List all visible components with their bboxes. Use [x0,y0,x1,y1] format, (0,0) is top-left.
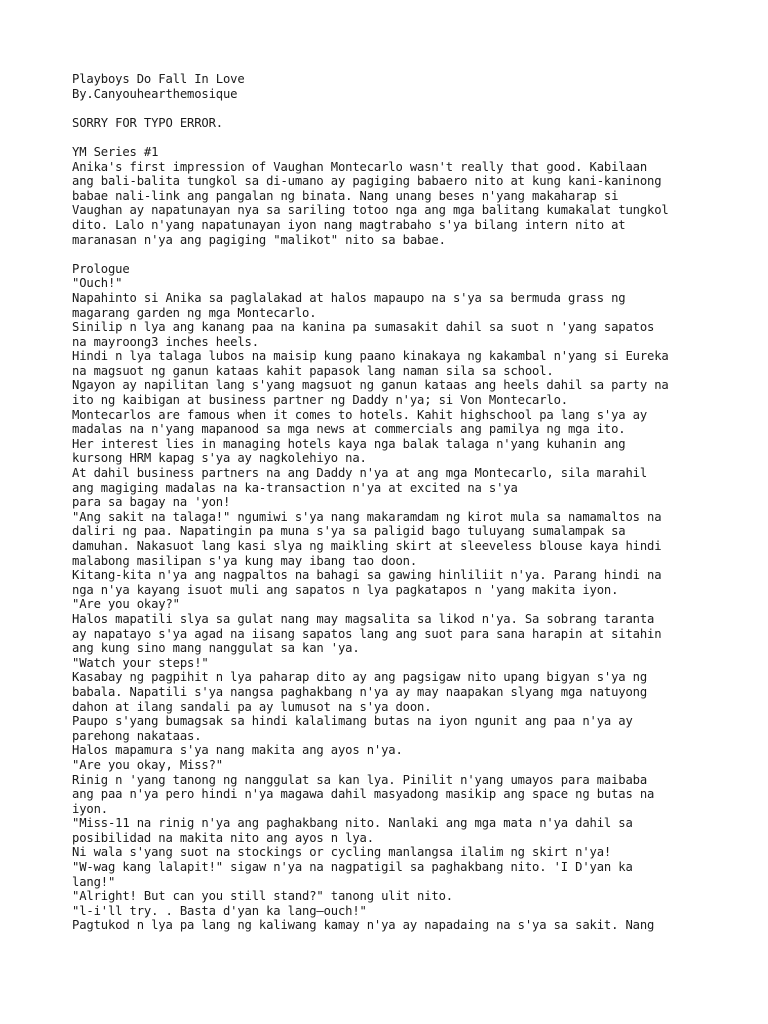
body-line: dahon at ilang sandali pa ay lumusot na s'ya doon. [72,699,432,714]
body-line: At dahil business partners na ang Daddy n'ya at ang mga Montecarlo, sila marahil [72,466,647,481]
document-page [72,72,762,933]
body-line: Ni wala s'yang suot na stockings or cycling manlangsa ilalim ng skirt n'ya! [72,845,612,860]
body-line: parehong nakataas. [72,728,202,743]
body-line: "Watch your steps!" [72,655,209,670]
body-line: "Miss-11 na rinig n'ya ang paghakbang nito. Nanlaki ang mga mata n'ya dahil sa [72,816,633,831]
body-line: na magsuot ng ganun kataas kahit papasok lang naman sila sa school. [72,363,554,378]
body-line: posibilidad na makita nito ang ayos n lya. [72,830,374,845]
body-line: Sinilip n lya ang kanang paa na kanina pa sumasakit dahil sa suot n 'yang sapatos [72,320,655,335]
body-line: kursong HRM kapag s'ya ay nagkolehiyo na. [72,451,367,466]
body-line: "Alright! But can you still stand?" tanong ulit nito. [72,889,453,904]
body-line: magarang garden ng mga Montecarlo. [72,305,317,320]
synopsis-line: maranasan n'ya ang pagiging "malikot" nito sa babae. [72,232,446,247]
body-line: Ngayon ay napilitan lang s'yang magsuot ng ganun kataas ang heels dahil sa party na [72,378,669,393]
body-line: madalas na n'yang mapanood sa mga news at commercials ang pamilya ng mga ito. [72,422,626,437]
synopsis-line: dito. Lalo n'yang napatunayan iyon nang magtrabaho s'ya bilang intern nito at [72,217,626,232]
body-line: "Are you okay?" [72,597,180,612]
body-line: ang kung sino mang nanggulat sa kan 'ya. [72,641,360,656]
body-line: Her interest lies in managing hotels kaya nga balak talaga n'yang kuhanin ang [72,436,626,451]
document-title: Playboys Do Fall In Love [72,72,245,86]
body-line: Montecarlos are famous when it comes to hotels. Kahit highschool pa lang s'ya ay [72,407,647,422]
synopsis-line: Vaughan ay napatunayan nya sa sariling totoo nga ang mga balitang kumakalat tungkol [72,203,669,218]
body-line: Rinig n 'yang tanong ng nanggulat sa kan lya. Pinilit n'yang umayos para maibaba [72,772,647,787]
body-line: ang paa n'ya pero hindi n'ya magawa dahil masyadong masikip ang space ng butas na [72,787,655,802]
body-line: na mayroong3 inches heels. [72,334,259,349]
document-byline: By.Canyouhearthemosique [72,86,238,101]
body-line: Halos mapamura s'ya nang makita ang ayos n'ya. [72,743,403,758]
body-line: Kasabay ng pagpihit n lya paharap dito ay ang pagsigaw nito upang bigyan s'ya ng [72,670,647,685]
body-line: iyon. [72,801,108,816]
body-line: ito ng kaibigan at business partner ng Daddy n'ya; si Von Montecarlo. [72,393,568,408]
body-line: Hindi n lya talaga lubos na maisip kung paano kinakaya ng kakambal n'yang si Eureka [72,349,669,364]
body-line: "Ouch!" [72,276,123,291]
synopsis-line: Anika's first impression of Vaughan Montecarlo wasn't really that good. Kabilaan [72,159,647,174]
typo-notice: SORRY FOR TYPO ERROR. [72,115,223,130]
body-line: nga n'ya kayang isuot muli ang sapatos n lya pagkatapos n 'yang makita iyon. [72,582,619,597]
body-line: malabong masilipan s'ya kung may ibang tao doon. [72,553,417,568]
body-line: ay napatayo s'ya agad na iisang sapatos lang ang suot para sana harapin at sitahin [72,626,662,641]
prologue-body [72,276,762,933]
body-line: "W-wag kang lalapit!" sigaw n'ya na nagpatigil sa paghakbang nito. 'I D'yan ka [72,860,633,875]
spacer [72,130,762,145]
body-line: para sa bagay na 'yon! [72,495,231,510]
body-line: Halos mapatili slya sa gulat nang may magsalita sa likod n'ya. Sa sobrang taranta [72,611,655,626]
body-line: daliri ng paa. Napatingin pa muna s'ya sa paligid bago tuluyang sumalampak sa [72,524,626,539]
body-line: damuhan. Nakasuot lang kasi slya ng maikling skirt at sleeveless blouse kaya hindi [72,539,662,553]
synopsis-line: ang bali-balita tungkol sa di-umano ay pagiging babaero nito at kung kani-kaninong [72,174,662,189]
body-line: Napahinto si Anika sa paglalakad at halos mapaupo na s'ya sa bermuda grass ng [72,290,626,305]
body-line: Kitang-kita n'ya ang nagpaltos na bahagi sa gawing hinliliit n'ya. Parang hindi na [72,568,662,583]
body-line: lang!" [72,874,116,889]
body-line: "Are you okay, Miss?" [72,757,223,772]
body-line: Pagtukod n lya pa lang ng kaliwang kamay n'ya ay napadaing na s'ya sa sakit. Nang [72,918,655,933]
synopsis [72,160,762,248]
spacer [72,101,762,116]
body-line: Paupo s'yang bumagsak sa hindi kalalimang butas na iyon ngunit ang paa n'ya ay [72,714,633,729]
body-line: ang magiging madalas na ka-transaction n'ya at excited na s'ya [72,480,518,495]
series-label: YM Series #1 [72,144,159,159]
synopsis-line: babae nali-link ang pangalan ng binata. Nang unang beses n'yang makaharap si [72,188,619,203]
prologue-heading: Prologue [72,261,130,276]
body-line: "l-i'll try. . Basta d'yan ka lang—ouch!" [72,903,367,918]
body-line: "Ang sakit na talaga!" ngumiwi s'ya nang makaramdam ng kirot mula sa namamaltos na [72,509,662,524]
spacer [72,247,762,262]
body-line: babala. Napatili s'ya nangsa paghakbang n'ya ay may naapakan slyang mga natuyong [72,684,647,699]
